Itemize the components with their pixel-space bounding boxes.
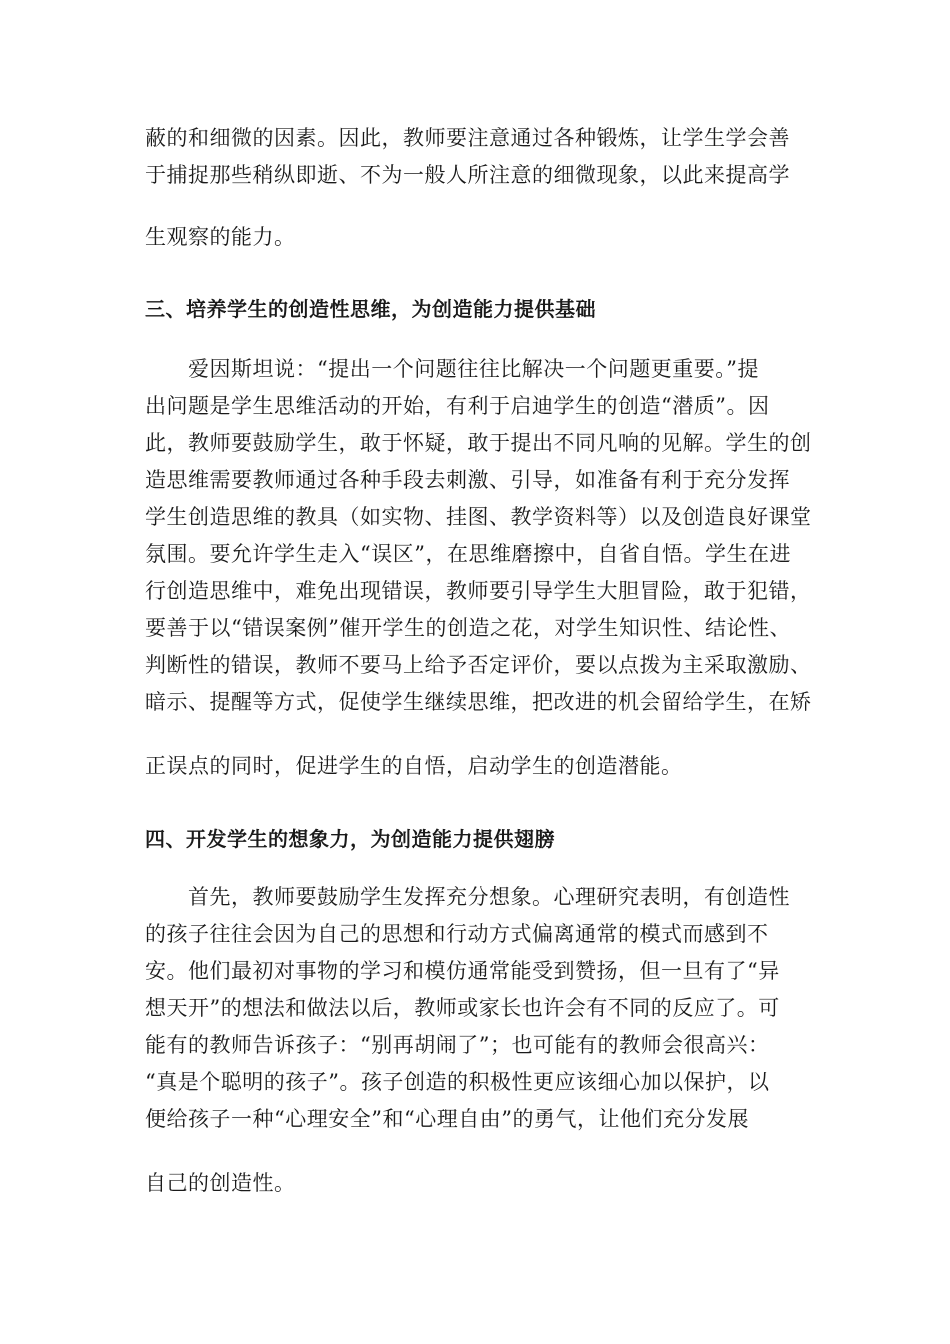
text-line: 能有的教师告诉孩子：“别再胡闹了”；也可能有的教师会很高兴： bbox=[145, 1033, 770, 1057]
text-line: 学生创造思维的教具（如实物、挂图、教学资料等）以及创造良好课堂 bbox=[145, 505, 812, 529]
text-line: 的孩子往往会因为自己的思想和行动方式偏离通常的模式而感到不 bbox=[145, 922, 769, 946]
text-line: 首先，教师要鼓励学生发挥充分想象。心理研究表明，有创造性 bbox=[188, 885, 790, 909]
text-line: 便给孩子一种“心理安全”和“心理自由”的勇气，让他们充分发展 bbox=[145, 1107, 749, 1131]
text-line: 出问题是学生思维活动的开始，有利于启迪学生的创造“潜质”。因 bbox=[145, 394, 770, 418]
text-line: 生观察的能力。 bbox=[145, 225, 296, 249]
text-line: 此，教师要鼓励学生，敢于怀疑，敢于提出不同凡响的见解。学生的创 bbox=[145, 431, 812, 455]
text-line: 于捕捉那些稍纵即逝、不为一般人所注意的细微现象，以此来提高学 bbox=[145, 163, 790, 187]
section-heading: 三、培养学生的创造性思维，为创造能力提供基础 bbox=[145, 297, 596, 321]
text-line: “真是个聪明的孩子”。孩子创造的积极性更应该细心加以保护，以 bbox=[145, 1070, 770, 1094]
text-line: 正误点的同时，促进学生的自悟，启动学生的创造潜能。 bbox=[145, 754, 683, 778]
text-line: 自己的创造性。 bbox=[145, 1171, 296, 1195]
text-line: 行创造思维中，难免出现错误，教师要引导学生大胆冒险，敢于犯错， bbox=[145, 579, 812, 603]
text-line: 暗示、提醒等方式，促使学生继续思维，把改进的机会留给学生，在矫 bbox=[145, 690, 812, 714]
text-line: 造思维需要教师通过各种手段去刺激、引导，如准备有利于充分发挥 bbox=[145, 468, 790, 492]
text-line: 爱因斯坦说：“提出一个问题往往比解决一个问题更重要。”提 bbox=[188, 357, 759, 381]
text-line: 判断性的错误，教师不要马上给予否定评价，要以点拨为主采取激励、 bbox=[145, 653, 812, 677]
text-line: 想天开”的想法和做法以后，教师或家长也许会有不同的反应了。可 bbox=[145, 996, 780, 1020]
section-heading: 四、开发学生的想象力，为创造能力提供翅膀 bbox=[145, 827, 555, 851]
text-line: 氛围。要允许学生走入“误区”，在思维磨擦中，自省自悟。学生在进 bbox=[145, 542, 791, 566]
text-line: 蔽的和细微的因素。因此，教师要注意通过各种锻炼，让学生学会善 bbox=[145, 126, 790, 150]
text-line: 安。他们最初对事物的学习和模仿通常能受到赞扬，但一旦有了“异 bbox=[145, 959, 780, 983]
text-line: 要善于以“错误案例”催开学生的创造之花，对学生知识性、结论性、 bbox=[145, 616, 791, 640]
